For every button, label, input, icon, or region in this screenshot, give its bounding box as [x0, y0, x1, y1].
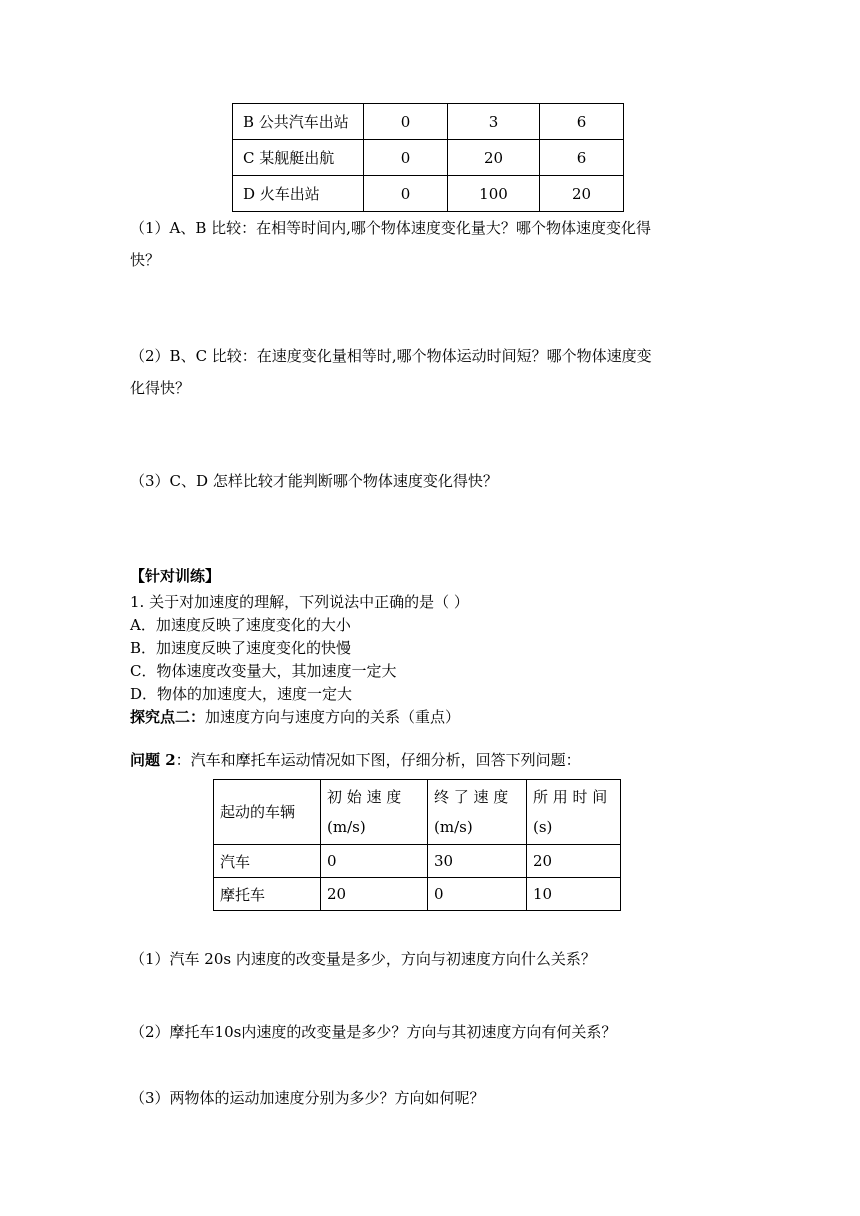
table-cell: 20 — [448, 140, 540, 176]
header-line: 起动的车辆 — [220, 803, 296, 821]
table-cell: 0 — [364, 176, 448, 212]
table-cell: 10 — [527, 878, 621, 911]
training-heading: 【针对训练】 — [130, 567, 221, 585]
mc-option-d: D．物体的加速度大，速度一定大 — [130, 685, 353, 703]
question-1-line-2: 快？ — [130, 251, 161, 269]
column-header — [428, 780, 527, 845]
column-header — [321, 780, 428, 845]
column-header — [527, 780, 621, 845]
table-cell: 0 — [321, 845, 428, 878]
table-cell: 6 — [540, 104, 624, 140]
table-cell: 20 — [540, 176, 624, 212]
table-cell: 100 — [448, 176, 540, 212]
sub-question-2: （2）摩托车10s内速度的改变量是多少？方向与其初速度方向有何关系？ — [130, 1023, 617, 1041]
mc-option-b: B．加速度反映了速度变化的快慢 — [130, 639, 352, 657]
table-cell: 0 — [364, 140, 448, 176]
table-cell: 摩托车 — [214, 878, 321, 911]
problem-2-text: ：汽车和摩托车运动情况如下图，仔细分析，回答下列问题： — [175, 751, 581, 769]
header-line: 终 了 速 度 — [434, 788, 509, 806]
table-cell: C 某舰艇出航 — [233, 140, 364, 176]
table-cell: 20 — [527, 845, 621, 878]
question-3: （3）C、D 怎样比较才能判断哪个物体速度变化得快？ — [130, 472, 498, 490]
table-cell: 0 — [428, 878, 527, 911]
question-2-line-1: （2）B、C 比较：在速度变化量相等时,哪个物体运动时间短？哪个物体速度变 — [130, 347, 652, 365]
table-row — [214, 845, 621, 878]
table-cell: B 公共汽车出站 — [233, 104, 364, 140]
question-2-line-2: 化得快？ — [130, 379, 191, 397]
section-2-text: 加速度方向与速度方向的关系（重点） — [205, 708, 461, 726]
table-row — [233, 176, 624, 212]
table-cell: 汽车 — [214, 845, 321, 878]
column-header — [214, 780, 321, 845]
header-line: 所 用 时 间 — [533, 788, 608, 806]
header-line: (m/s) — [434, 818, 473, 836]
section-2-label: 探究点二： — [130, 708, 206, 726]
header-line: 初 始 速 度 — [327, 788, 402, 806]
section-2-heading — [130, 706, 460, 727]
sub-question-3: （3）两物体的运动加速度分别为多少？方向如何呢？ — [130, 1089, 485, 1107]
comparison-table — [232, 103, 624, 212]
header-line: (s) — [533, 818, 553, 836]
header-line: (m/s) — [327, 818, 366, 836]
question-1-line-1: （1）A、B 比较：在相等时间内,哪个物体速度变化量大？哪个物体速度变化得 — [130, 219, 651, 237]
table-row — [233, 104, 624, 140]
table-cell: 30 — [428, 845, 527, 878]
table-cell: 3 — [448, 104, 540, 140]
table-cell: D 火车出站 — [233, 176, 364, 212]
sub-question-1: （1）汽车 20s 内速度的改变量是多少，方向与初速度方向什么关系？ — [130, 950, 596, 968]
mc-question: 1. 关于对加速度的理解，下列说法中正确的是（ ） — [130, 593, 469, 611]
problem-2-heading — [130, 749, 581, 770]
table-cell: 20 — [321, 878, 428, 911]
table-cell: 6 — [540, 140, 624, 176]
vehicle-table — [213, 779, 621, 911]
mc-option-c: C．物体速度改变量大，其加速度一定大 — [130, 662, 397, 680]
table-cell: 0 — [364, 104, 448, 140]
table-row — [233, 140, 624, 176]
table-row — [214, 878, 621, 911]
problem-2-label: 问题 2 — [130, 751, 176, 769]
table-header-row — [214, 780, 621, 845]
mc-option-a: A．加速度反映了速度变化的大小 — [130, 616, 351, 634]
